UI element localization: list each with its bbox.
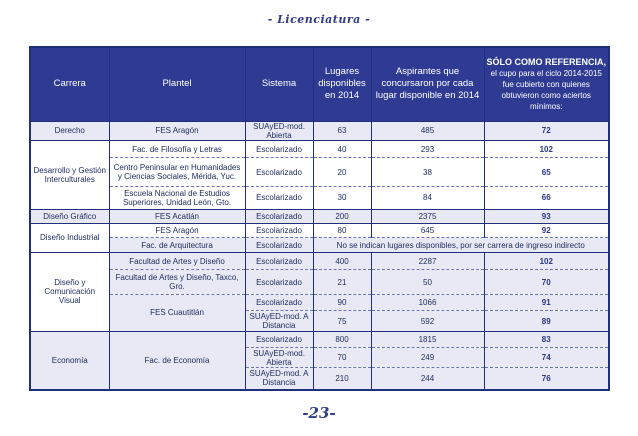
carrera-cell: Desarrollo y Gestión Interculturales [30,141,109,210]
header-row [30,47,609,121]
sistema-cell: Escolarizado [245,209,313,223]
carrera-cell: Derecho [30,121,109,141]
lugares-cell: 210 [313,367,371,390]
running-header: - Licenciatura - [267,13,371,26]
carrera-cell: Diseño Gráfico [30,209,109,223]
carrera-cell: Diseño Industrial [30,224,109,253]
aspirantes-cell: 244 [371,367,484,390]
lugares-cell: 30 [313,187,371,210]
lugares-cell: 63 [313,121,371,141]
plantel-cell: Facultad de Artes y Diseño, Taxco, Gro. [109,270,245,295]
lugares-cell: 20 [313,158,371,187]
aciertos-cell: 70 [484,270,609,295]
aspirantes-cell: 50 [371,270,484,295]
table-row [30,294,609,310]
sistema-cell: Escolarizado [245,224,313,238]
sistema-cell: Escolarizado [245,187,313,210]
aspirantes-cell: 592 [371,311,484,332]
aciertos-cell: 89 [484,311,609,332]
table-row [30,141,609,158]
sistema-cell: Escolarizado [245,141,313,158]
lugares-cell: 21 [313,270,371,295]
sistema-cell: Escolarizado [245,270,313,295]
plantel-cell: Fac. de Economía [109,331,245,390]
col-referencia [484,47,609,121]
sistema-cell: SUAyED-mod. Abierta [245,348,313,368]
plantel-cell: Fac. de Filosofía y Letras [109,141,245,158]
sistema-cell: SUAyED-mod. A Distancia [245,311,313,332]
table-row [30,331,609,347]
lugares-cell: 90 [313,294,371,310]
plantel-cell: Escuela Nacional de Estudios Superiores, Unidad León, Gto. [109,187,245,210]
table-row [30,252,609,269]
aspirantes-cell: 2287 [371,252,484,269]
col-carrera: Carrera [30,47,109,121]
aciertos-cell: 83 [484,331,609,347]
sistema-cell: Escolarizado [245,252,313,269]
col-lugares: Lugares disponibles en 2014 [313,47,371,121]
lugares-cell: 800 [313,331,371,347]
aciertos-cell: 74 [484,348,609,368]
sistema-cell: Escolarizado [245,294,313,310]
aciertos-cell: 76 [484,367,609,390]
col-aspirantes: Aspirantes que concursaron por cada lugar disponible en 2014 [371,47,484,121]
col-sistema: Sistema [245,47,313,121]
table-row [30,209,609,223]
ref-title: SÓLO COMO REFERENCIA, [486,57,607,68]
table-row [30,158,609,187]
carrera-cell: Economía [30,331,109,390]
carrera-cell: Diseño y Comunicación Visual [30,252,109,331]
sistema-cell: Escolarizado [245,331,313,347]
table-row [30,187,609,210]
aciertos-cell: 102 [484,141,609,158]
sistema-cell: SUAyED-mod. Abierta [245,121,313,141]
col-plantel: Plantel [109,47,245,121]
aspirantes-cell: 1066 [371,294,484,310]
plantel-cell: FES Aragón [109,224,245,238]
plantel-cell: FES Acatlán [109,209,245,223]
table-row [30,238,609,252]
aspirantes-cell: 2375 [371,209,484,223]
aciertos-cell: 72 [484,121,609,141]
page-number: -23- [302,404,336,422]
aspirantes-cell: 84 [371,187,484,210]
note-cell: No se indican lugares disponibles, por ser carrera de ingreso indirecto [313,238,609,252]
admission-table [29,46,610,391]
aspirantes-cell: 1815 [371,331,484,347]
aspirantes-cell: 38 [371,158,484,187]
lugares-cell: 40 [313,141,371,158]
plantel-cell: Fac. de Arquitectura [109,238,245,252]
aspirantes-cell: 293 [371,141,484,158]
aspirantes-cell: 485 [371,121,484,141]
lugares-cell: 400 [313,252,371,269]
lugares-cell: 80 [313,224,371,238]
aciertos-cell: 102 [484,252,609,269]
aciertos-cell: 91 [484,294,609,310]
lugares-cell: 200 [313,209,371,223]
sistema-cell: Escolarizado [245,238,313,252]
aciertos-cell: 65 [484,158,609,187]
sistema-cell: Escolarizado [245,158,313,187]
table-row [30,270,609,295]
table-row [30,121,609,141]
plantel-cell: FES Cuautitlán [109,294,245,331]
plantel-cell: Facultad de Artes y Diseño [109,252,245,269]
lugares-cell: 75 [313,311,371,332]
ref-body: el cupo para el ciclo 2014-2015 fue cubierto con quienes obtuvieron como aciertos mínimos: [490,69,602,112]
aciertos-cell: 92 [484,224,609,238]
aspirantes-cell: 645 [371,224,484,238]
aciertos-cell: 93 [484,209,609,223]
plantel-cell: Centro Peninsular en Humanidades y Ciencias Sociales, Mérida, Yuc. [109,158,245,187]
sistema-cell: SUAyED-mod. A Distancia [245,367,313,390]
aspirantes-cell: 249 [371,348,484,368]
plantel-cell: FES Aragón [109,121,245,141]
aciertos-cell: 66 [484,187,609,210]
table-row [30,224,609,238]
lugares-cell: 70 [313,348,371,368]
